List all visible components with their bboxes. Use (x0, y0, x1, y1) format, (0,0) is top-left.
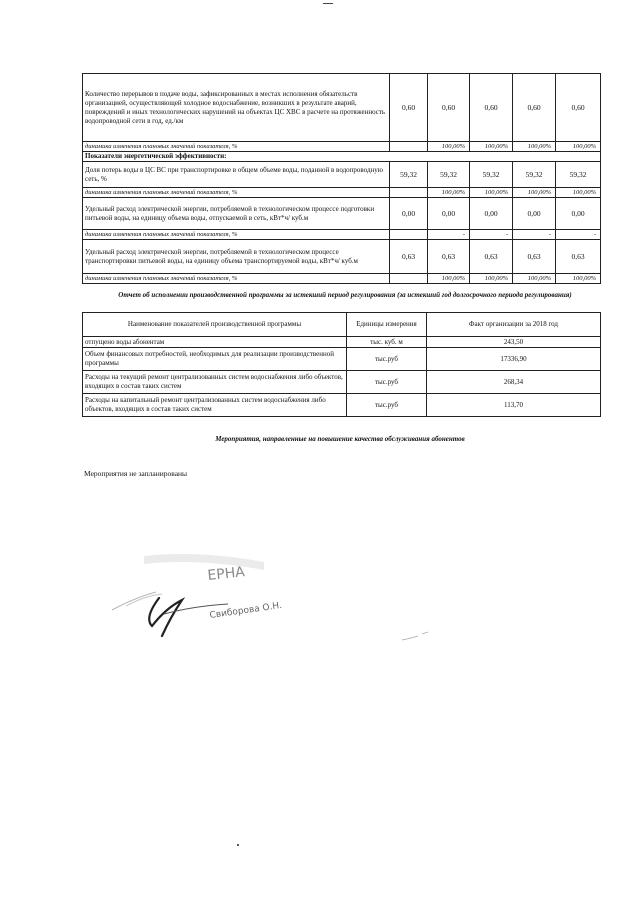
indicator-value: 59,32 (513, 162, 556, 188)
indicator-value: 0,63 (428, 240, 470, 274)
faint-pen-mark (398, 628, 438, 646)
indicator-value: 100,00% (428, 188, 470, 198)
indicator-value: 100,00% (556, 274, 601, 284)
report-cell-name: отпущено воды абонентам (83, 337, 347, 348)
dynamics-row (83, 142, 601, 152)
indicator-value: 0,63 (470, 240, 513, 274)
indicator-label: динамика изменения плановых значений показателя, % (83, 188, 390, 198)
indicator-value: 0,60 (556, 74, 601, 142)
indicator-value: 100,00% (428, 142, 470, 152)
indicator-label: Удельный расход электрической энергии, потребляемой в технологическом процессе транспортировки питьевой воды, на единицу объема транспортируемой воды, кВт*ч/ куб.м (83, 240, 390, 274)
indicator-value: 0,00 (470, 198, 513, 230)
indicator-label: динамика изменения плановых значений показателя, % (83, 230, 390, 240)
report-cell-unit: тыс. куб. м (347, 337, 427, 348)
signature-scribble (149, 598, 182, 636)
indicator-label: Удельный расход электрической энергии, потребляемой в технологическом процессе подготовки питьевой воды, на единицу объема воды, отпускаемой в сеть, кВт*ч/ куб.м (83, 198, 390, 230)
indicator-value: 0,63 (390, 240, 428, 274)
indicator-value: 59,32 (390, 162, 428, 188)
measures-title: Мероприятия, направленные на повышение качества обслуживания абонентов (215, 435, 465, 443)
indicator-value: 100,00% (556, 142, 601, 152)
indicator-row (83, 74, 601, 142)
report-cell-name: Расходы на текущий ремонт централизованных систем водоснабжения либо объектов, входящих в состав таких систем (83, 371, 347, 394)
report-cell-value: 113,70 (427, 394, 601, 417)
report-row (83, 394, 601, 417)
indicator-value: 100,00% (470, 188, 513, 198)
indicator-value: 0,60 (470, 74, 513, 142)
indicator-label: Доля потерь воды в ЦС ВС при транспортировке в общем объеме воды, поданной в водопроводную сеть, % (83, 162, 390, 188)
report-cell-unit: тыс.руб (347, 394, 427, 417)
indicator-row (83, 240, 601, 274)
indicator-label: Показатели энергетической эффективности: (83, 152, 601, 162)
signer-name: Свиборова О.Н. (209, 600, 283, 621)
stamp-signature-area (104, 548, 283, 638)
indicator-value (390, 230, 428, 240)
indicator-value: 100,00% (470, 274, 513, 284)
report-row (83, 371, 601, 394)
report-cell-value: 268,34 (427, 371, 601, 394)
column-header: Наименование показателей производственной программы (83, 313, 347, 337)
indicator-value (390, 142, 428, 152)
report-row (83, 337, 601, 348)
column-header: Факт организации за 2018 год (427, 313, 601, 337)
indicator-value: 0,60 (390, 74, 428, 142)
indicator-value: - (556, 230, 601, 240)
report-row (83, 348, 601, 371)
report-header-row (83, 313, 601, 337)
indicator-value: 0,00 (428, 198, 470, 230)
report-cell-name: Объем финансовых потребностей, необходимых для реализации производственной программы (83, 348, 347, 371)
measures-text: Мероприятия не запланированы (84, 469, 188, 478)
report-cell-unit: тыс.руб (347, 371, 427, 394)
indicator-value: 59,32 (428, 162, 470, 188)
top-edge-mark (323, 3, 333, 4)
indicator-label: динамика изменения плановых значений показателя, % (83, 274, 390, 284)
indicator-value: 100,00% (428, 274, 470, 284)
report-cell-value: 17336,90 (427, 348, 601, 371)
indicator-value: 0,60 (428, 74, 470, 142)
report-cell-name: Расходы на капитальный ремонт централизованных систем водоснабжения либо объектов, входящих в состав таких систем (83, 394, 347, 417)
indicator-label: динамика изменения плановых значений показателя, % (83, 142, 390, 152)
report-table (82, 312, 601, 417)
indicator-value (390, 274, 428, 284)
indicator-row (83, 198, 601, 230)
indicator-value: 0,63 (513, 240, 556, 274)
report-cell-unit: тыс.руб (347, 348, 427, 371)
dynamics-row (83, 188, 601, 198)
indicator-value: 0,00 (556, 198, 601, 230)
indicator-label: Количество перерывов в подаче воды, зафиксированных в местах исполнения обязательств организацией, осуществляющей холодное водоснабжение, возникших в результате аварий, повреждений и иных технологических нарушений на объектах ЦС ХВС в расчете на протяженность водопроводной сети в год, ед./км (83, 74, 390, 142)
dynamics-row (83, 230, 601, 240)
indicator-value: - (428, 230, 470, 240)
indicator-value: 0,00 (390, 198, 428, 230)
indicator-value: 0,60 (513, 74, 556, 142)
indicator-value: 100,00% (513, 188, 556, 198)
indicator-value: 100,00% (513, 142, 556, 152)
indicator-value: 0,00 (513, 198, 556, 230)
indicator-value: 0,63 (556, 240, 601, 274)
indicator-value (390, 188, 428, 198)
indicator-value: 59,32 (470, 162, 513, 188)
report-title: Отчет об исполнении производственной программы за истекший период регулирования (за истекший год долгосрочного периода регулирования) (118, 291, 572, 299)
dot-mark (237, 844, 239, 846)
indicator-value: 100,00% (556, 188, 601, 198)
report-cell-value: 243,50 (427, 337, 601, 348)
indicator-value: - (470, 230, 513, 240)
indicators-table (82, 73, 601, 284)
indicator-row (83, 162, 601, 188)
indicator-value: 100,00% (470, 142, 513, 152)
section-header-row (83, 152, 601, 162)
indicator-value: 59,32 (556, 162, 601, 188)
indicator-value: - (513, 230, 556, 240)
stamp-text: ЕРНА (206, 564, 246, 584)
column-header: Единицы измерения (347, 313, 427, 337)
dynamics-row (83, 274, 601, 284)
indicator-value: 100,00% (513, 274, 556, 284)
